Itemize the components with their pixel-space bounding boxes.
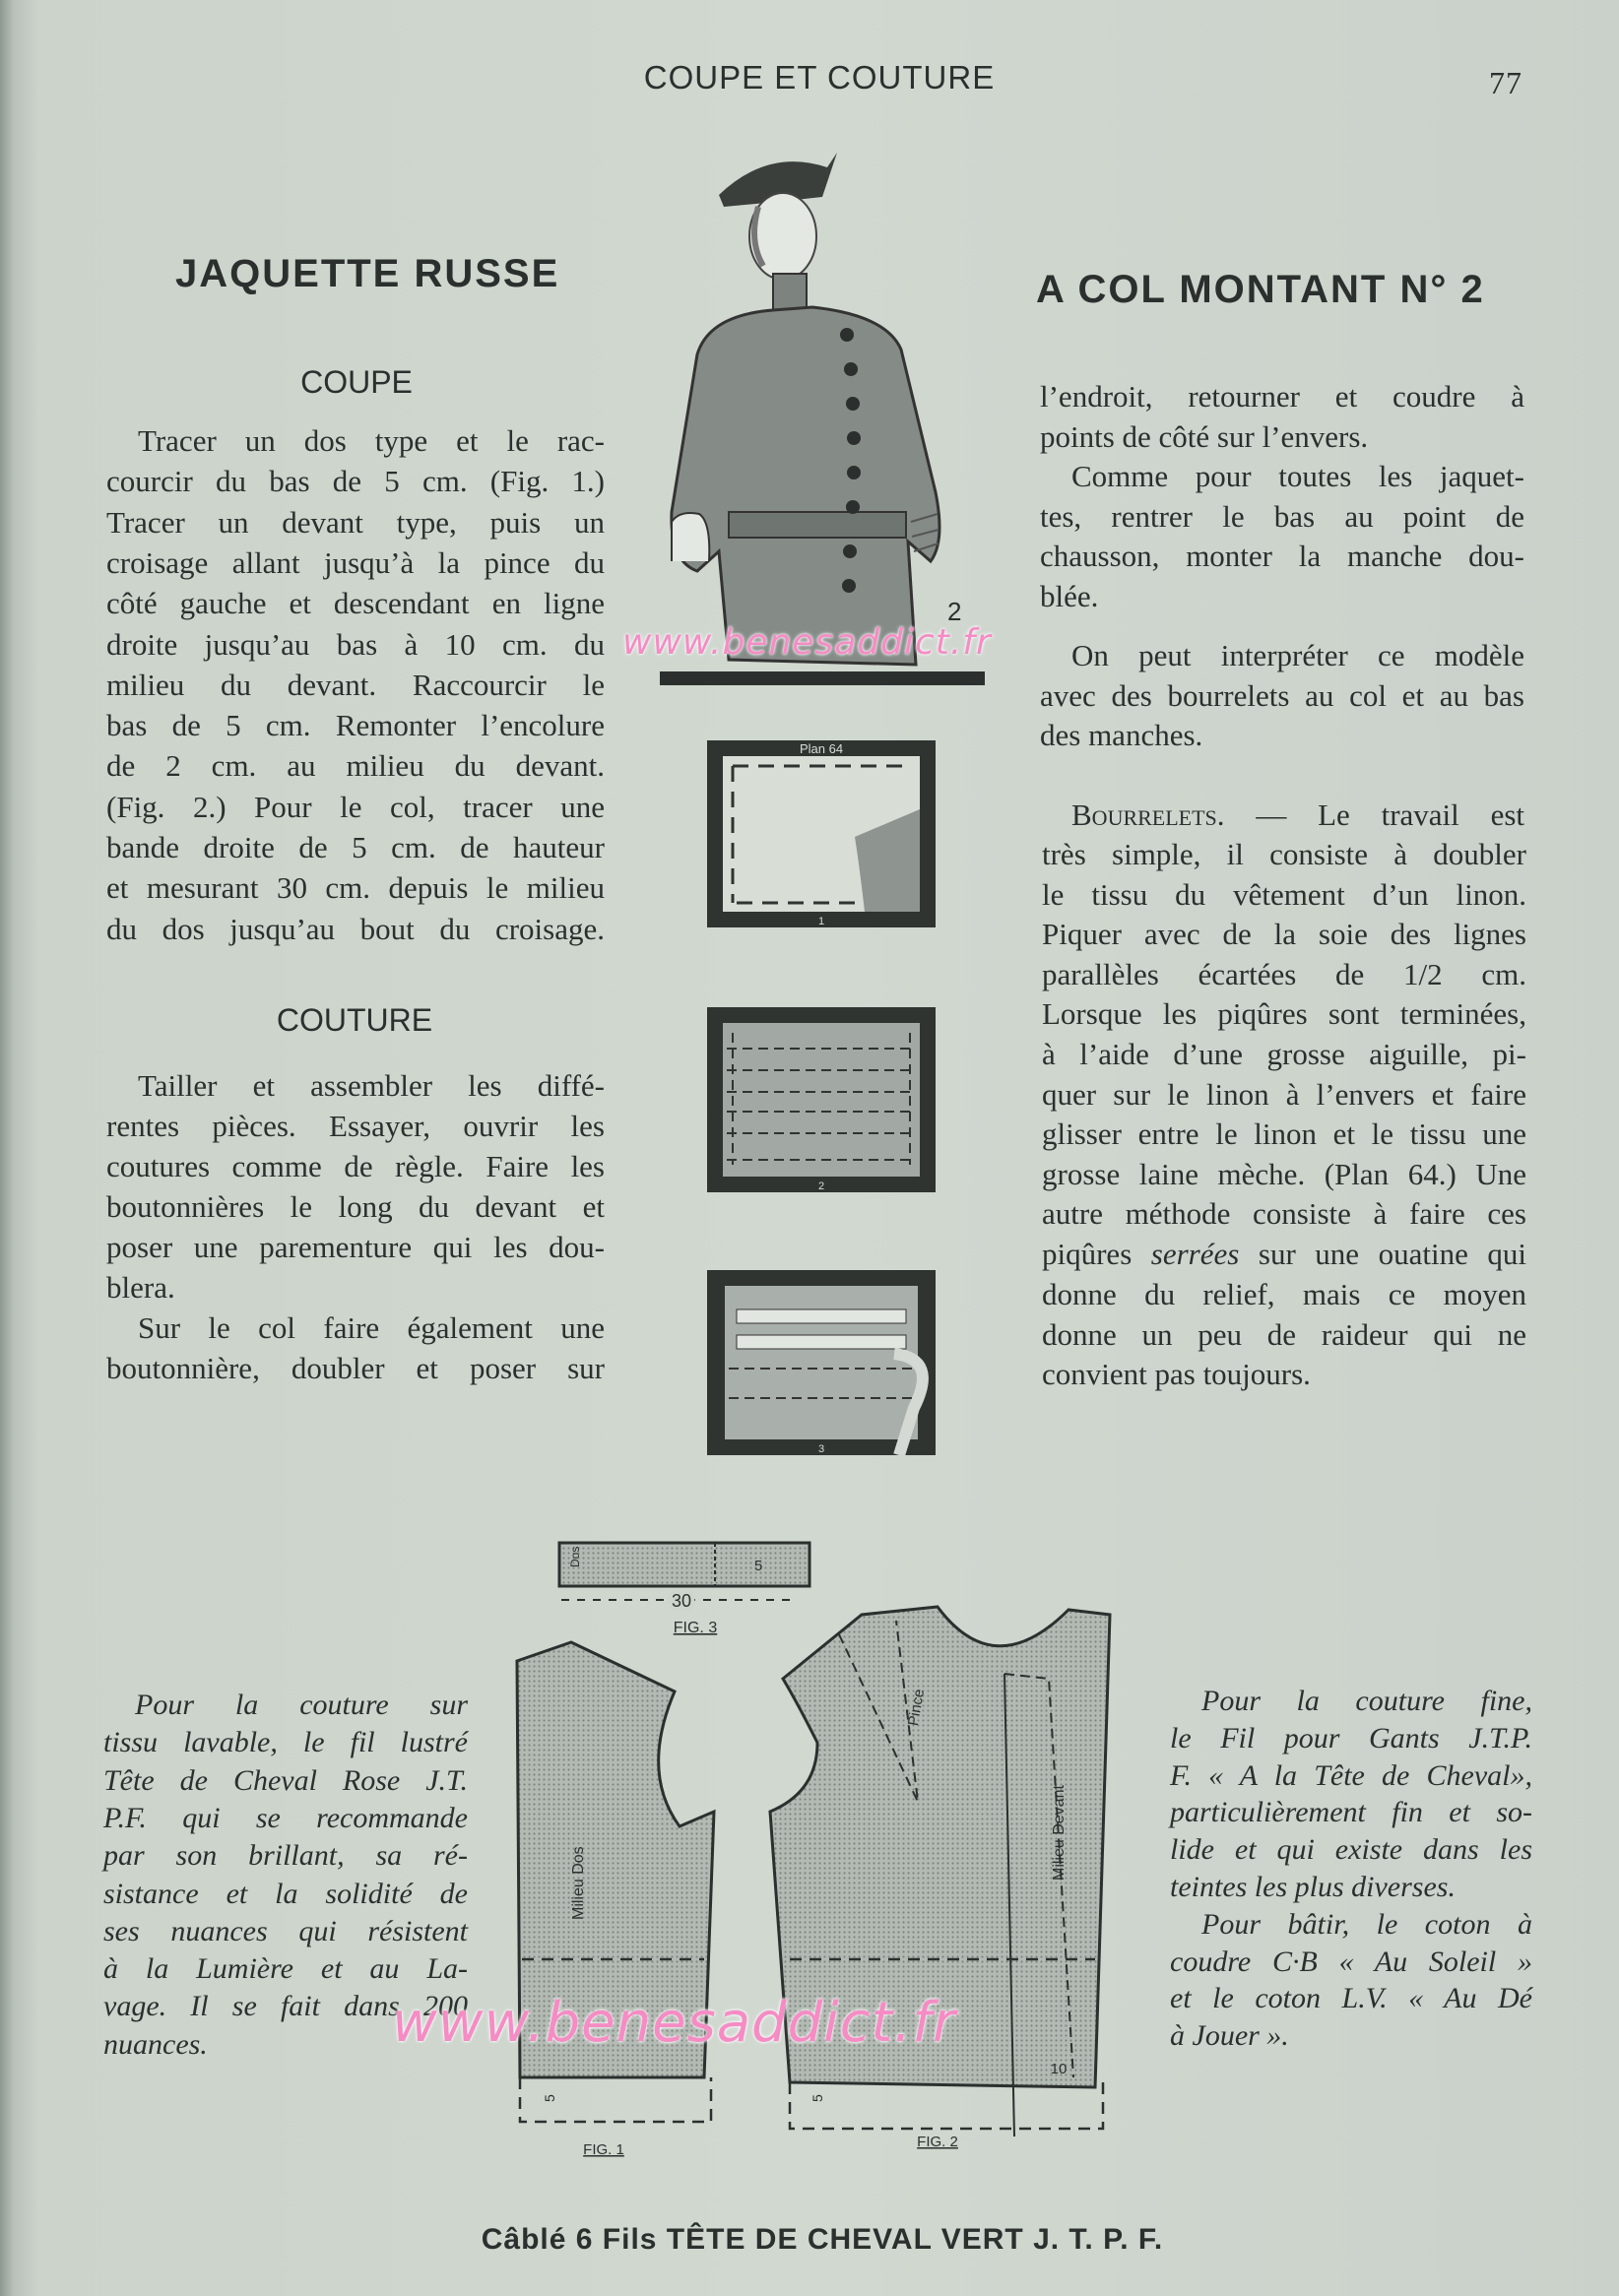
- right-line: autre méthode consiste à faire ces: [1042, 1196, 1526, 1232]
- coupe-line: et mesurant 30 cm. depuis le milieu: [106, 870, 605, 906]
- svg-text:FIG. 2: FIG. 2: [917, 2134, 958, 2150]
- right-line: tes, rentrer le bas au point de: [1040, 498, 1524, 534]
- note-right-line: Pour la couture fine,: [1201, 1685, 1532, 1717]
- right-line: très simple, il consiste à doubler: [1042, 837, 1526, 871]
- right-line: chausson, monter la manche dou-: [1040, 539, 1524, 573]
- couture-line: Tailler et assembler les diffé-: [138, 1068, 605, 1103]
- article-title-left: JAQUETTE RUSSE: [175, 252, 560, 295]
- right-line: quer sur le linon à l’envers et faire: [1042, 1076, 1526, 1112]
- note-right-line: lide et qui existe dans les: [1170, 1833, 1532, 1867]
- svg-text:5: 5: [542, 2094, 557, 2102]
- fig-2-front-piece: [770, 1607, 1110, 2150]
- running-title: COUPE ET COUTURE: [643, 59, 996, 96]
- coupe-line: bas de 5 cm. Remonter l’encolure: [106, 708, 605, 743]
- right-line: à l’aide d’une grosse aiguille, pi-: [1042, 1037, 1526, 1071]
- svg-text:2: 2: [817, 1180, 825, 1192]
- plan-64-step-3: [707, 1270, 936, 1455]
- coupe-line: (Fig. 2.) Pour le col, tracer une: [106, 789, 605, 824]
- note-left-line: vage. Il se fait dans 200: [103, 1990, 468, 2023]
- right-line: On peut interpréter ce modèle: [1071, 638, 1524, 672]
- plan-64-step-2: [707, 1007, 936, 1192]
- footer-advert: Câblé 6 Fils TÊTE DE CHEVAL VERT J. T. P. F.: [481, 2223, 1164, 2256]
- note-left-line: Pour la couture sur: [135, 1689, 468, 1721]
- svg-text:FIG. 3: FIG. 3: [673, 1620, 718, 1636]
- svg-text:3: 3: [817, 1443, 825, 1455]
- right-line: Comme pour toutes les jaquet-: [1071, 459, 1524, 493]
- illustration-number: 2: [947, 597, 962, 626]
- coupe-line: côté gauche et descendant en ligne: [106, 586, 605, 621]
- note-left-line: ses nuances qui résistent: [103, 1914, 468, 1947]
- coupe-line: milieu du devant. Raccourcir le: [106, 667, 605, 702]
- right-line: points de côté sur l’envers.: [1040, 418, 1369, 454]
- coupe-line: droite jusqu’au bas à 10 cm. du: [106, 626, 605, 662]
- right-line: grosse laine mèche. (Plan 64.) Une: [1042, 1156, 1526, 1191]
- couture-line: boutonnières le long du devant et: [106, 1189, 605, 1224]
- watermark-top: www.benesaddict.fr: [622, 622, 992, 663]
- coupe-line: du dos jusqu’au bout du croisage.: [106, 911, 605, 946]
- note-right-line: F. « A la Tête de Cheval»,: [1170, 1758, 1532, 1792]
- couture-line: blera.: [106, 1270, 175, 1305]
- note-right-line: Pour bâtir, le coton à: [1201, 1907, 1532, 1941]
- coupe-line: Tracer un dos type et le rac-: [138, 423, 605, 458]
- svg-text:5: 5: [754, 1558, 763, 1574]
- article-title-right: A COL MONTANT N° 2: [1036, 268, 1485, 311]
- note-left-line: tissu lavable, le fil lustré: [103, 1726, 468, 1759]
- coupe-line: Tracer un devant type, puis un: [106, 504, 605, 540]
- right-line: des manches.: [1040, 718, 1203, 752]
- section-heading-couture: COUTURE: [276, 1002, 433, 1038]
- bourrelets-label: Bourrelets.: [1071, 797, 1225, 832]
- note-right-line: et le coton L.V. « Au Dé: [1170, 1982, 1532, 2015]
- note-left-line: P.F. qui se recommande: [103, 1801, 468, 1834]
- text-segment: sur une ouatine qui: [1239, 1237, 1526, 1271]
- coupe-line: de 2 cm. au milieu du devant.: [106, 748, 605, 784]
- right-line: donne un peu de raideur qui ne: [1042, 1316, 1526, 1352]
- bourrelets-line: [1040, 797, 1524, 833]
- right-line: donne du relief, mais ce moyen: [1042, 1277, 1526, 1311]
- svg-text:5: 5: [810, 2094, 825, 2102]
- right-line: Lorsque les piqûres sont terminées,: [1042, 996, 1526, 1032]
- note-right-line: à Jouer ».: [1170, 2019, 1289, 2053]
- face-shape: [749, 193, 816, 280]
- couture-line: coutures comme de règle. Faire les: [106, 1149, 605, 1183]
- note-left-line: par son brillant, sa ré-: [103, 1839, 468, 1873]
- plan-64-step-1: [707, 740, 936, 927]
- couture-line: boutonnière, doubler et poser sur: [106, 1351, 605, 1385]
- svg-text:1: 1: [817, 916, 825, 927]
- svg-text:10: 10: [1050, 2061, 1068, 2077]
- right-line: avec des bourrelets au col et au bas: [1040, 677, 1524, 713]
- section-heading-coupe: COUPE: [300, 364, 413, 400]
- right-line: l’endroit, retourner et coudre à: [1040, 379, 1524, 414]
- emphasis-serrees: serrées: [1150, 1237, 1240, 1271]
- note-left-line: nuances.: [103, 2027, 208, 2061]
- belt: [729, 512, 906, 538]
- page-number: 77: [1489, 65, 1522, 100]
- coupe-line: bande droite de 5 cm. de hauteur: [106, 830, 605, 864]
- coupe-line: croisage allant jusqu’à la pince du: [106, 544, 605, 580]
- note-left-line: sistance et la solidité de: [103, 1877, 468, 1910]
- right-line: le tissu du vêtement d’un linon.: [1042, 876, 1526, 912]
- note-left-line: Tête de Cheval Rose J.T.: [103, 1763, 468, 1797]
- jacket-body: [672, 307, 939, 665]
- svg-text:30: 30: [671, 1591, 692, 1611]
- right-line: glisser entre le linon et le tissu une: [1042, 1116, 1526, 1152]
- note-right-line: le Fil pour Gants J.T.P.: [1170, 1721, 1532, 1754]
- svg-text:Milieu Dos: Milieu Dos: [570, 1846, 587, 1920]
- note-left-line: à la Lumière et au La-: [103, 1952, 468, 1986]
- note-right-line: teintes les plus diverses.: [1170, 1871, 1456, 1903]
- couture-line: Sur le col faire également une: [138, 1310, 605, 1345]
- text-segment: piqûres: [1042, 1237, 1151, 1271]
- serrees-line: [1042, 1237, 1526, 1272]
- svg-text:Pince: Pince: [904, 1688, 929, 1728]
- svg-text:Dos: Dos: [568, 1546, 582, 1567]
- jacket-illustration: [650, 148, 1004, 699]
- coupe-line: courcir du bas de 5 cm. (Fig. 1.): [106, 464, 605, 499]
- svg-text:Milieu Devant: Milieu Devant: [1051, 1785, 1068, 1881]
- couture-line: rentes pièces. Essayer, ouvrir les: [106, 1109, 605, 1143]
- fig-1-back-piece: [517, 1642, 714, 2158]
- watermark-bottom: www.benesaddict.fr: [392, 1991, 956, 2055]
- right-line: Piquer avec de la soie des lignes: [1042, 917, 1526, 952]
- bourrelets-text: — Le travail est: [1224, 797, 1524, 832]
- right-line: blée.: [1040, 578, 1099, 613]
- illustration-base-bar: [660, 671, 985, 685]
- note-right-line: particulièrement fin et so-: [1170, 1796, 1532, 1829]
- svg-text:FIG. 1: FIG. 1: [583, 2141, 624, 2158]
- right-line: convient pas toujours.: [1042, 1357, 1311, 1392]
- pattern-diagrams: [492, 1526, 1162, 2186]
- note-right-line: coudre C·B « Au Soleil »: [1170, 1945, 1532, 1978]
- couture-line: poser une parementure qui les dou-: [106, 1230, 605, 1264]
- fig-3-collar: [559, 1543, 810, 1636]
- back-view-thumbnail: [672, 513, 709, 561]
- plan-label: Plan 64: [799, 741, 844, 756]
- right-line: parallèles écartées de 1/2 cm.: [1042, 956, 1526, 991]
